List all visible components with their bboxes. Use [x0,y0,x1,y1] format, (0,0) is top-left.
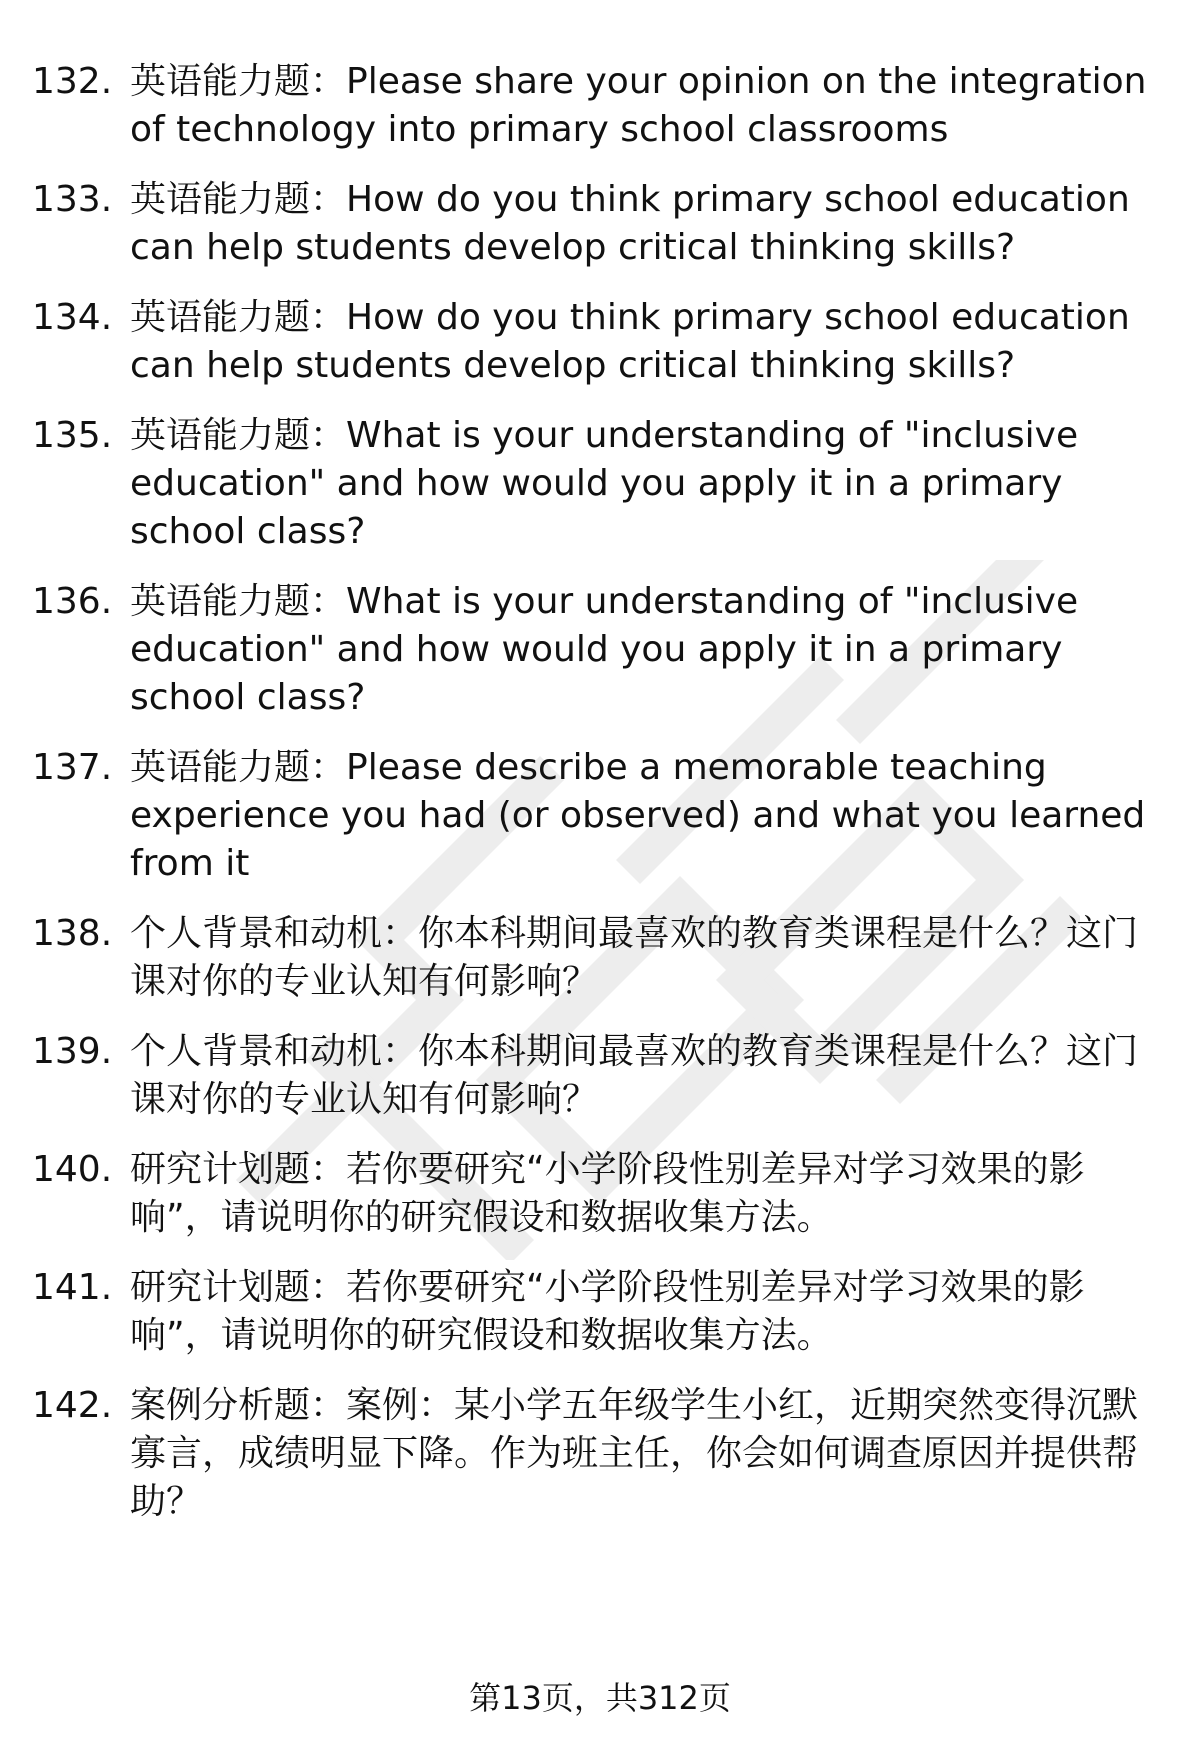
question-text: 个人背景和动机：你本科期间最喜欢的教育类课程是什么？这门课对你的专业认知有何影响？ [130,913,1139,1002]
question-number: 141. [32,1267,113,1308]
question-number: 138. [32,913,113,954]
question-text: 英语能力题：What is your understanding of "inclusive education" and how would you apply it in a primary school class? [130,581,1079,718]
question-number: 139. [32,1031,113,1072]
question-number: 140. [32,1149,113,1190]
question-text: 英语能力题：Please describe a memorable teaching experience you had (or observed) and what you learned from it [130,747,1146,884]
question-item-132 [32,58,1172,154]
question-item-136 [32,578,1172,722]
question-number: 133. [32,179,113,220]
question-text: 案例分析题：案例：某小学五年级学生小红，近期突然变得沉默寡言，成绩明显下降。作为班主任，你会如何调查原因并提供帮助？ [130,1385,1139,1522]
question-item-135 [32,412,1172,556]
question-text: 英语能力题：What is your understanding of "inclusive education" and how would you apply it in a primary school class? [130,415,1079,552]
question-text: 个人背景和动机：你本科期间最喜欢的教育类课程是什么？这门课对你的专业认知有何影响？ [130,1031,1139,1120]
question-text: 研究计划题：若你要研究“小学阶段性别差异对学习效果的影响”，请说明你的研究假设和数据收集方法。 [130,1267,1085,1356]
question-item-134 [32,294,1172,390]
question-item-140 [32,1146,1172,1242]
question-number: 132. [32,61,113,102]
question-number: 134. [32,297,113,338]
question-number: 136. [32,581,113,622]
question-number: 137. [32,747,113,788]
question-text: 英语能力题：How do you think primary school education can help students develop critical thinking skills? [130,297,1130,386]
question-text: 研究计划题：若你要研究“小学阶段性别差异对学习效果的影响”，请说明你的研究假设和数据收集方法。 [130,1149,1085,1238]
question-text: 英语能力题：How do you think primary school education can help students develop critical thinking skills? [130,179,1130,268]
question-list [32,58,1172,1526]
question-item-138 [32,910,1172,1006]
question-item-139 [32,1028,1172,1124]
question-number: 142. [32,1385,113,1426]
question-item-133 [32,176,1172,272]
question-number: 135. [32,415,113,456]
question-item-142 [32,1382,1172,1526]
question-text: 英语能力题：Please share your opinion on the integration of technology into primary school classrooms [130,61,1147,150]
question-item-141 [32,1264,1172,1360]
page-number-footer: 第13页，共312页 [469,1679,731,1717]
question-item-137 [32,744,1172,888]
